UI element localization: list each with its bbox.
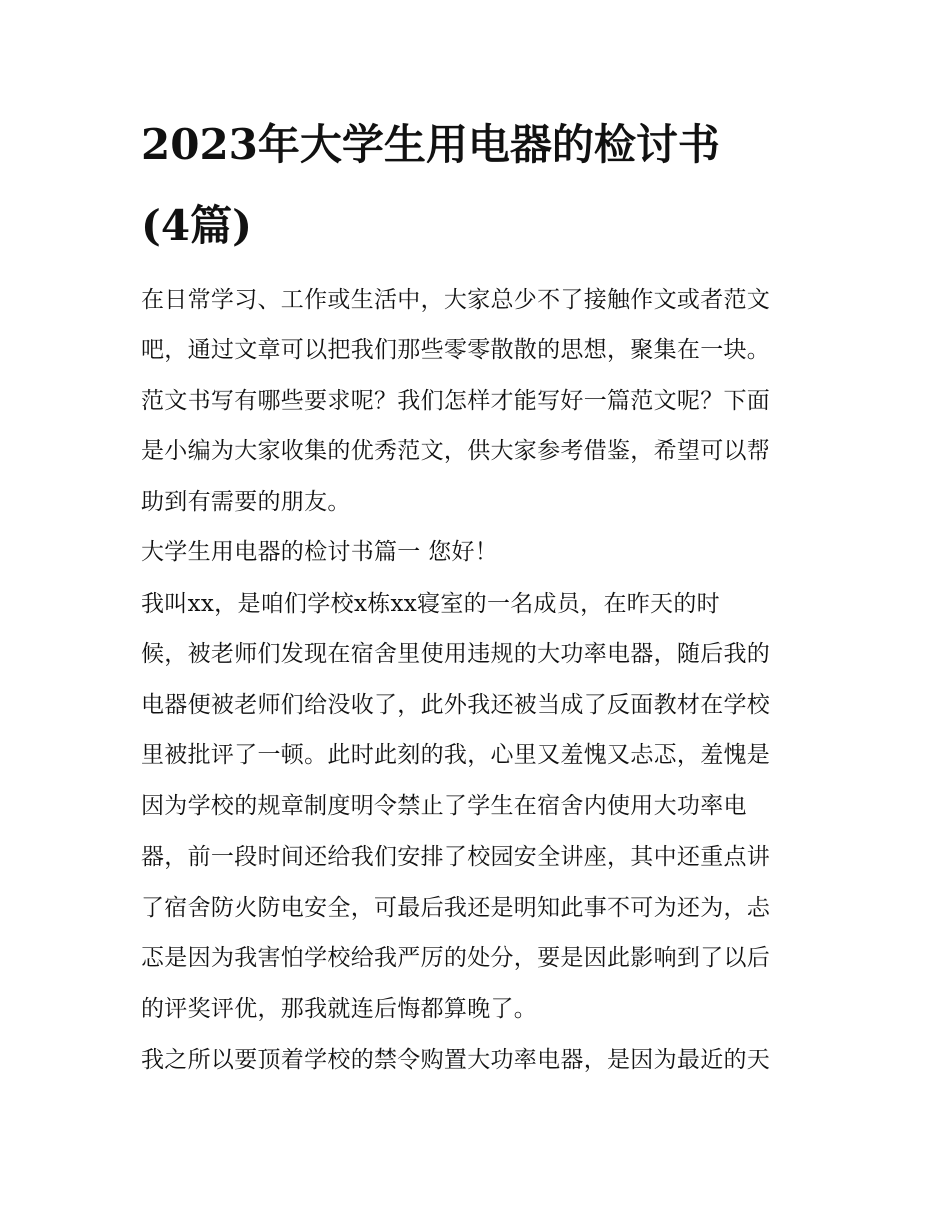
body-line: 吧，通过文章可以把我们那些零零散散的思想，聚集在一块。 — [141, 337, 771, 363]
document-title-line-1: 2023年大学生用电器的检讨书 — [141, 120, 720, 169]
body-line: 因为学校的规章制度明令禁止了学生在宿舍内使用大功率电 — [141, 793, 747, 819]
body-line: 的评奖评优，那我就连后悔都算晚了。 — [141, 996, 538, 1022]
body-line: 了宿舍防火防电安全，可最后我还是明知此事不可为还为，忐 — [141, 895, 771, 921]
document-title-line-2: (4篇) — [141, 201, 252, 250]
body-line: 忑是因为我害怕学校给我严厉的处分，要是因此影响到了以后 — [141, 945, 771, 971]
body-line: 器，前一段时间还给我们安排了校园安全讲座，其中还重点讲 — [141, 844, 771, 870]
body-line: 我之所以要顶着学校的禁令购置大功率电器，是因为最近的天 — [141, 1047, 771, 1073]
body-line: 电器便被老师们给没收了，此外我还被当成了反面教材在学校 — [141, 692, 771, 718]
body-line: 候，被老师们发现在宿舍里使用违规的大功率电器，随后我的 — [141, 641, 771, 667]
body-line: 我叫xx，是咱们学校x栋xx寝室的一名成员，在昨天的时 — [141, 591, 720, 617]
body-line: 范文书写有哪些要求呢？我们怎样才能写好一篇范文呢？下面 — [141, 388, 771, 414]
body-line: 在日常学习、工作或生活中，大家总少不了接触作文或者范文 — [141, 287, 771, 313]
body-line: 助到有需要的朋友。 — [141, 489, 351, 515]
body-line: 是小编为大家收集的优秀范文，供大家参考借鉴，希望可以帮 — [141, 438, 771, 464]
body-line: 里被批评了一顿。此时此刻的我，心里又羞愧又忐忑，羞愧是 — [141, 742, 771, 768]
section-heading-line: 大学生用电器的检讨书篇一 您好！ — [141, 539, 499, 565]
